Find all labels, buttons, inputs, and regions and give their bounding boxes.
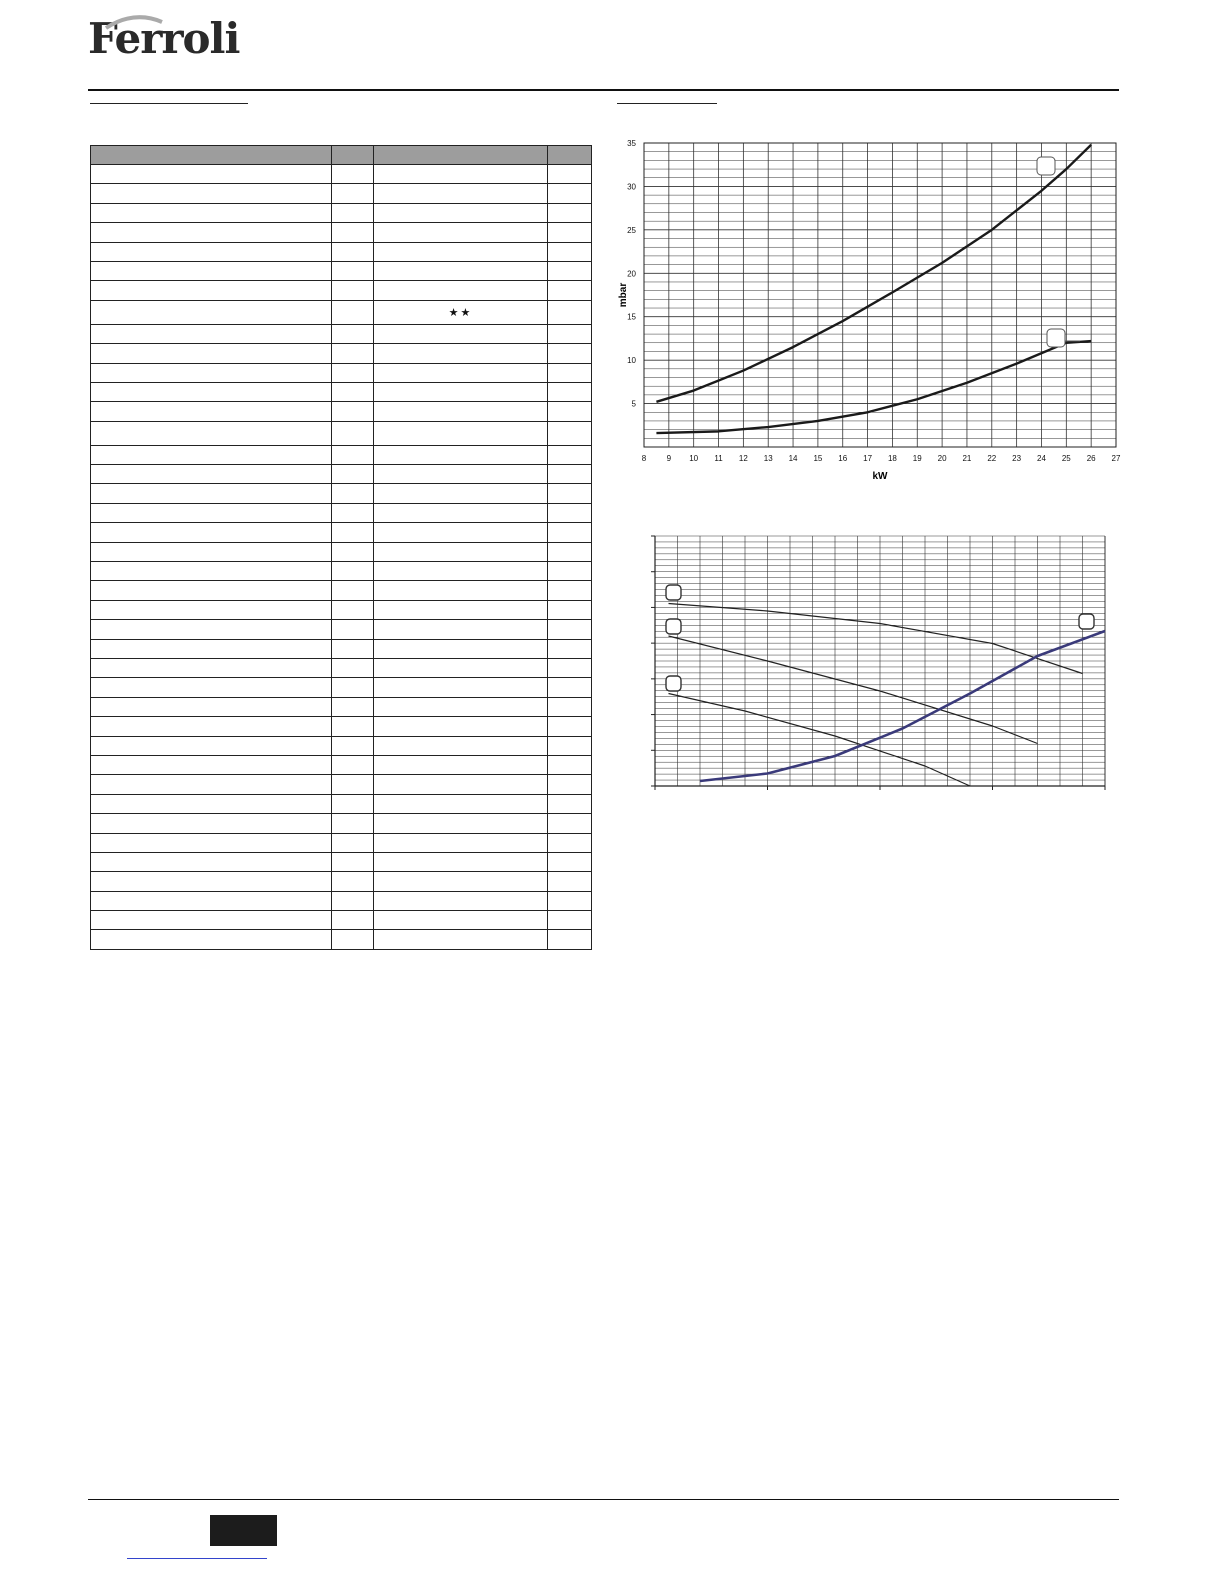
- table-cell: [332, 242, 374, 261]
- table-row: [91, 421, 592, 445]
- table-cell: [374, 261, 548, 280]
- table-cell: [91, 620, 332, 639]
- table-cell: [332, 261, 374, 280]
- table-cell: [332, 755, 374, 774]
- table-cell: [332, 930, 374, 949]
- table-cell: [91, 891, 332, 910]
- table-cell: [332, 344, 374, 363]
- x-tick-label: 26: [1086, 454, 1096, 463]
- table-header-cell: [91, 146, 332, 165]
- table-cell: [91, 324, 332, 343]
- table-row: [91, 775, 592, 794]
- table-cell: [548, 402, 592, 421]
- table-cell: [374, 324, 548, 343]
- table-header-cell: [548, 146, 592, 165]
- table-cell: [374, 814, 548, 833]
- table-cell: [548, 775, 592, 794]
- x-axis-label: kW: [872, 471, 888, 482]
- table-cell: [548, 242, 592, 261]
- table-cell: [91, 794, 332, 813]
- table-row: [91, 833, 592, 852]
- table-cell: [374, 484, 548, 503]
- table-row: [91, 402, 592, 421]
- table-cell: [374, 620, 548, 639]
- table-cell: [374, 581, 548, 600]
- table-cell: [91, 872, 332, 891]
- table-cell: [91, 736, 332, 755]
- table-cell: [374, 678, 548, 697]
- table-row: [91, 581, 592, 600]
- table-cell: [91, 852, 332, 871]
- table-cell: [374, 203, 548, 222]
- series-label-box: [1037, 157, 1055, 175]
- table-cell: [91, 562, 332, 581]
- table-header-cell: [374, 146, 548, 165]
- y-axis-label: mbar: [618, 282, 629, 308]
- table-cell: [91, 421, 332, 445]
- table-cell: [548, 421, 592, 445]
- table-cell: [332, 363, 374, 382]
- table-row: [91, 324, 592, 343]
- x-tick-label: 16: [838, 454, 848, 463]
- table-cell: [548, 833, 592, 852]
- table-cell: [91, 402, 332, 421]
- table-cell: [332, 165, 374, 184]
- language-badge: [210, 1515, 277, 1546]
- table-header-cell: [332, 146, 374, 165]
- y-tick-label: 30: [627, 182, 636, 192]
- table-cell: [548, 445, 592, 464]
- table-cell: [91, 484, 332, 503]
- table-row: [91, 814, 592, 833]
- x-tick-label: 17: [863, 454, 873, 463]
- table-cell: [332, 872, 374, 891]
- table-header-row: [91, 146, 592, 165]
- table-cell: [332, 620, 374, 639]
- table-cell: [548, 891, 592, 910]
- x-tick-label: 11: [714, 454, 723, 463]
- table-row: [91, 523, 592, 542]
- table-cell: [374, 736, 548, 755]
- table-row: [91, 736, 592, 755]
- table-cell: [91, 581, 332, 600]
- table-row: [91, 542, 592, 561]
- series-label-box: [666, 676, 681, 691]
- table-cell: [332, 678, 374, 697]
- table-row: [91, 382, 592, 401]
- series-label-box: [1079, 614, 1094, 629]
- table-row: [91, 930, 592, 949]
- table-cell: [332, 794, 374, 813]
- table-cell: [91, 717, 332, 736]
- table-cell: [374, 242, 548, 261]
- table-cell: [548, 503, 592, 522]
- table-cell: [332, 503, 374, 522]
- table-cell: [91, 445, 332, 464]
- table-cell: [548, 911, 592, 930]
- table-cell: [332, 852, 374, 871]
- table-row: [91, 203, 592, 222]
- table-cell: [548, 814, 592, 833]
- table-cell: [91, 755, 332, 774]
- header-rule: [88, 89, 1119, 91]
- table-cell: [548, 639, 592, 658]
- table-cell: [548, 600, 592, 619]
- table-cell: [548, 184, 592, 203]
- table-cell: [91, 658, 332, 677]
- table-cell: [91, 203, 332, 222]
- logo-swoosh-icon: [104, 14, 164, 30]
- table-cell: [374, 281, 548, 300]
- table-cell: [332, 300, 374, 324]
- star-rating: ★★: [374, 300, 548, 324]
- table-cell: [374, 697, 548, 716]
- y-tick-label: 35: [627, 139, 636, 148]
- table-row: [91, 363, 592, 382]
- table-cell: [91, 223, 332, 242]
- section-heading-line-left: [90, 103, 248, 104]
- table-cell: [374, 600, 548, 619]
- table-row: [91, 717, 592, 736]
- table-row: [91, 223, 592, 242]
- table-cell: [548, 165, 592, 184]
- table-cell: [548, 223, 592, 242]
- table-cell: [548, 852, 592, 871]
- x-tick-label: 18: [887, 454, 897, 463]
- table-row: [91, 484, 592, 503]
- table-cell: [91, 242, 332, 261]
- table-cell: [374, 891, 548, 910]
- table-row: [91, 300, 592, 324]
- table-cell: [548, 281, 592, 300]
- x-tick-label: 15: [813, 454, 823, 463]
- table-cell: [332, 658, 374, 677]
- table-row: [91, 697, 592, 716]
- table-cell: [91, 600, 332, 619]
- table-cell: [91, 165, 332, 184]
- table-cell: [548, 300, 592, 324]
- table-row: [91, 620, 592, 639]
- table-cell: [91, 930, 332, 949]
- table-cell: [374, 658, 548, 677]
- table-cell: [332, 402, 374, 421]
- brand-logo: Ferroli: [88, 14, 240, 63]
- table-cell: [332, 775, 374, 794]
- table-cell: [374, 542, 548, 561]
- table-cell: [91, 523, 332, 542]
- table-cell: [91, 542, 332, 561]
- table-cell: [332, 717, 374, 736]
- table-cell: [374, 775, 548, 794]
- series-label-box: [666, 585, 681, 600]
- table-row: [91, 184, 592, 203]
- x-tick-label: 8: [641, 454, 647, 463]
- x-tick-label: 27: [1111, 454, 1121, 463]
- table-cell: [374, 402, 548, 421]
- table-cell: [374, 465, 548, 484]
- section-heading-line-right: [617, 103, 717, 104]
- table-cell: [374, 911, 548, 930]
- table-cell: [332, 484, 374, 503]
- table-row: [91, 678, 592, 697]
- series-line-2: [656, 341, 1091, 433]
- table-cell: [91, 775, 332, 794]
- table-cell: [91, 639, 332, 658]
- table-cell: [548, 930, 592, 949]
- table-cell: [91, 833, 332, 852]
- table-cell: [374, 382, 548, 401]
- table-row: [91, 503, 592, 522]
- table-row: [91, 281, 592, 300]
- y-tick-label: 15: [627, 312, 636, 322]
- table-cell: [91, 697, 332, 716]
- table-cell: [548, 794, 592, 813]
- series-label-box: [666, 619, 681, 634]
- table-cell: [332, 891, 374, 910]
- x-tick-label: 24: [1037, 454, 1046, 463]
- table-row: [91, 562, 592, 581]
- x-tick-label: 21: [962, 454, 972, 463]
- table-row: [91, 794, 592, 813]
- table-cell: [374, 223, 548, 242]
- table-row: [91, 872, 592, 891]
- table-cell: [91, 344, 332, 363]
- series-label-box: [1047, 329, 1065, 347]
- series-line-1: [669, 604, 1083, 674]
- table-row: [91, 755, 592, 774]
- table-cell: [374, 930, 548, 949]
- y-tick-label: 25: [627, 225, 636, 235]
- table-cell: [374, 755, 548, 774]
- table-cell: [332, 445, 374, 464]
- table-cell: [548, 697, 592, 716]
- table-row: [91, 165, 592, 184]
- table-cell: [374, 852, 548, 871]
- table-cell: [332, 223, 374, 242]
- table-row: [91, 639, 592, 658]
- series-line-2: [669, 636, 1038, 744]
- table-cell: [332, 833, 374, 852]
- footer-link-underline[interactable]: [127, 1558, 267, 1559]
- footer-rule: [88, 1499, 1119, 1500]
- table-cell: [374, 794, 548, 813]
- table-cell: [91, 911, 332, 930]
- table-cell: [548, 755, 592, 774]
- table-cell: [548, 542, 592, 561]
- x-tick-label: 12: [738, 454, 748, 463]
- table-cell: [374, 165, 548, 184]
- x-tick-label: 14: [788, 454, 798, 463]
- table-cell: [374, 717, 548, 736]
- table-cell: [91, 281, 332, 300]
- table-row: [91, 445, 592, 464]
- y-tick-label: 5: [631, 399, 636, 409]
- table-cell: [332, 814, 374, 833]
- table-cell: [332, 324, 374, 343]
- table-cell: [91, 184, 332, 203]
- table-row: [91, 344, 592, 363]
- table-cell: [332, 736, 374, 755]
- table-row: [91, 600, 592, 619]
- table-cell: [374, 872, 548, 891]
- table-cell: [548, 872, 592, 891]
- table-cell: [332, 581, 374, 600]
- table-cell: [332, 600, 374, 619]
- table-cell: [548, 717, 592, 736]
- table-cell: [548, 562, 592, 581]
- table-cell: [374, 503, 548, 522]
- table-row: [91, 852, 592, 871]
- pump-head-chart: [645, 530, 1115, 790]
- x-tick-label: 20: [937, 454, 947, 463]
- table-cell: [332, 911, 374, 930]
- table-cell: [91, 814, 332, 833]
- table-cell: [374, 833, 548, 852]
- table-cell: [548, 465, 592, 484]
- table-cell: [374, 445, 548, 464]
- table-cell: [332, 562, 374, 581]
- table-cell: [374, 523, 548, 542]
- x-tick-label: 13: [763, 454, 773, 463]
- table-cell: [548, 324, 592, 343]
- table-cell: [548, 658, 592, 677]
- table-cell: [332, 382, 374, 401]
- table-cell: [91, 465, 332, 484]
- table-cell: [91, 261, 332, 280]
- table-cell: [374, 639, 548, 658]
- table-cell: [332, 281, 374, 300]
- x-tick-label: 10: [689, 454, 699, 463]
- table-cell: [332, 542, 374, 561]
- table-cell: [332, 697, 374, 716]
- table-cell: [548, 678, 592, 697]
- table-row: [91, 658, 592, 677]
- table-cell: [548, 736, 592, 755]
- y-tick-label: 10: [627, 356, 636, 366]
- table-cell: [91, 382, 332, 401]
- table-cell: [332, 184, 374, 203]
- table-cell: [548, 620, 592, 639]
- table-cell: [374, 184, 548, 203]
- table-cell: [91, 678, 332, 697]
- gas-pressure-chart: [610, 135, 1125, 485]
- table-row: [91, 261, 592, 280]
- technical-data-table: [90, 145, 592, 950]
- y-tick-label: 20: [627, 269, 636, 279]
- table-cell: [91, 363, 332, 382]
- x-tick-label: 19: [912, 454, 922, 463]
- table-cell: [548, 382, 592, 401]
- x-tick-label: 22: [987, 454, 997, 463]
- table-cell: [548, 344, 592, 363]
- x-tick-label: 23: [1012, 454, 1022, 463]
- x-tick-label: 9: [666, 454, 672, 463]
- table-row: [91, 465, 592, 484]
- x-tick-label: 25: [1061, 454, 1071, 463]
- table-row: [91, 242, 592, 261]
- table-cell: [332, 465, 374, 484]
- table-cell: [548, 363, 592, 382]
- table-cell: [332, 203, 374, 222]
- table-cell: [548, 484, 592, 503]
- table-cell: [548, 581, 592, 600]
- table-cell: [332, 523, 374, 542]
- table-cell: [332, 639, 374, 658]
- table-cell: [374, 363, 548, 382]
- table-cell: [374, 421, 548, 445]
- table-row: [91, 891, 592, 910]
- table-cell: [91, 300, 332, 324]
- table-cell: [548, 203, 592, 222]
- table-cell: [374, 562, 548, 581]
- table-cell: [548, 523, 592, 542]
- table-cell: [374, 344, 548, 363]
- table-cell: [548, 261, 592, 280]
- table-cell: [91, 503, 332, 522]
- table-cell: [332, 421, 374, 445]
- table-row: [91, 911, 592, 930]
